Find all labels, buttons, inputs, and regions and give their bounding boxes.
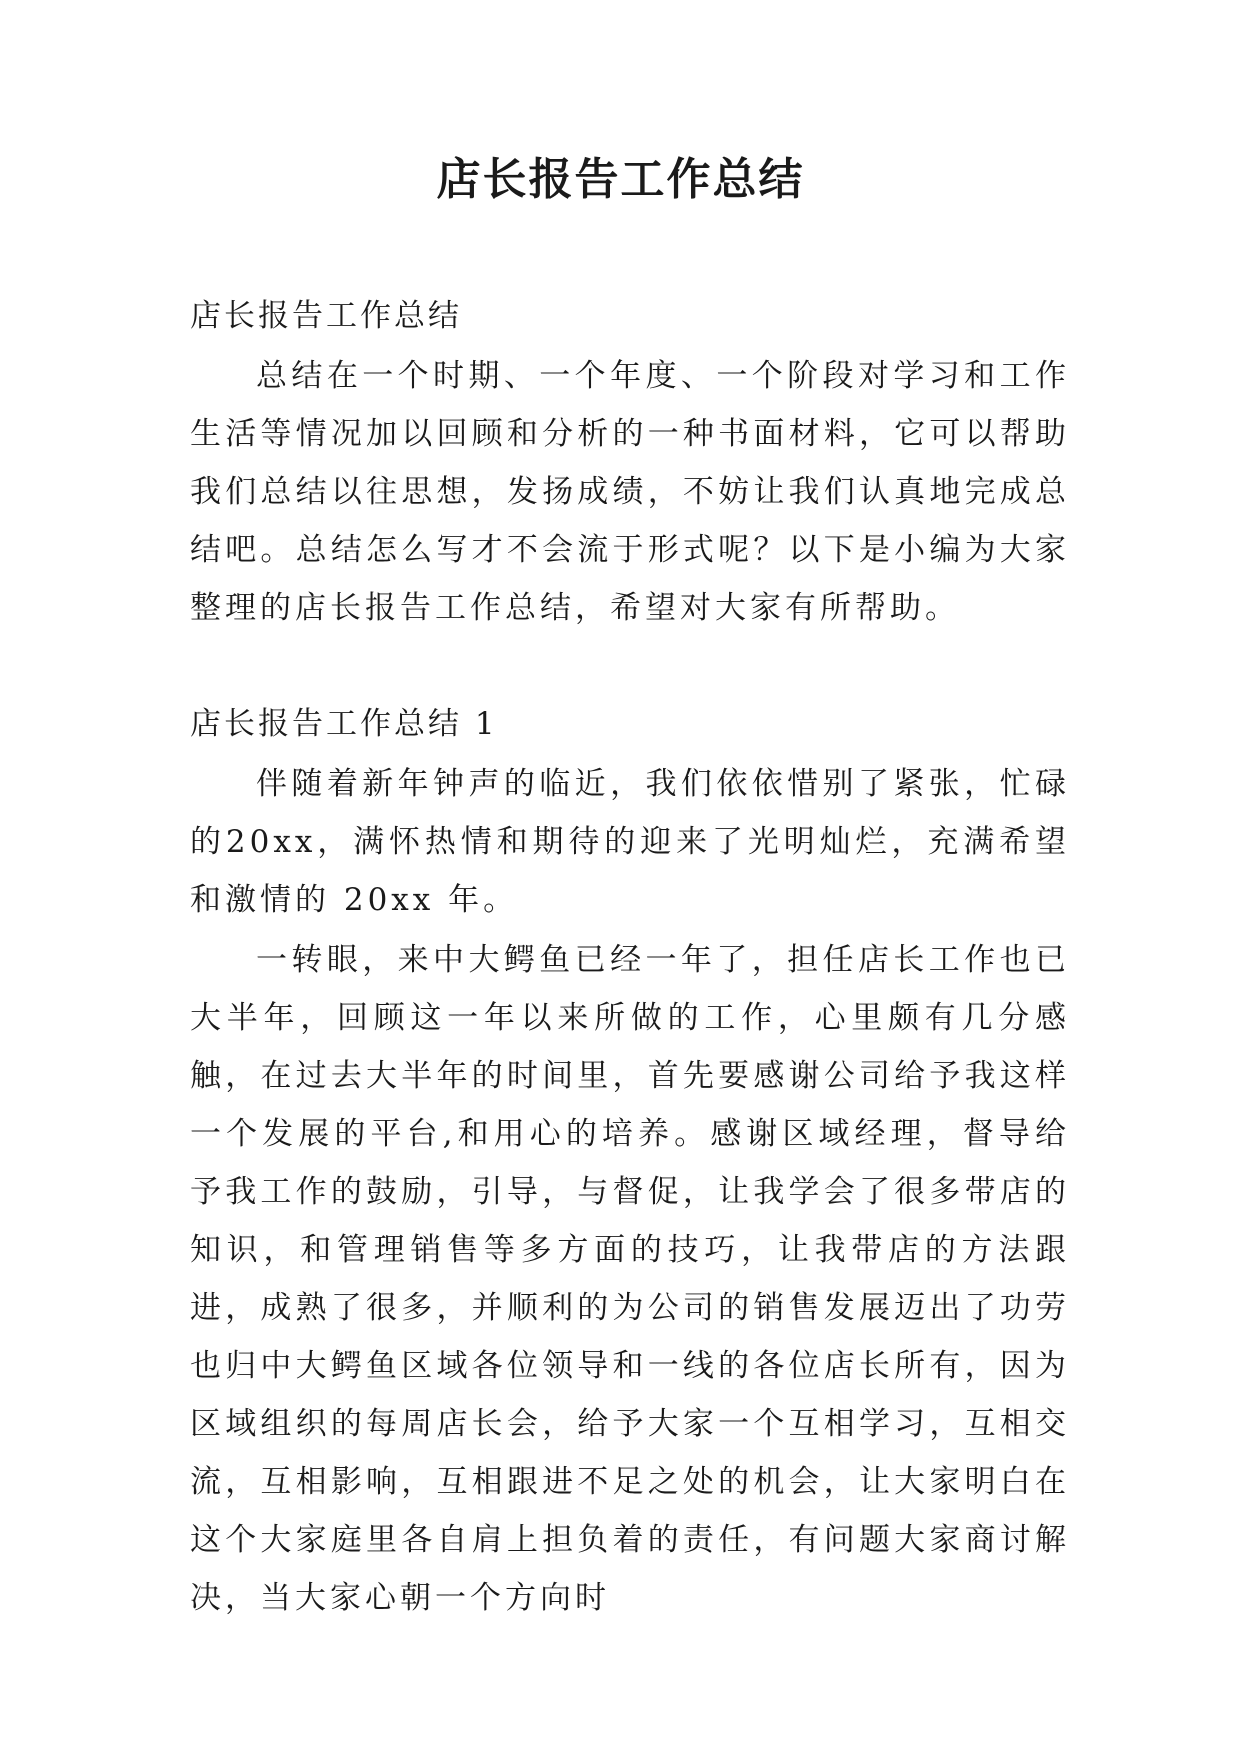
intro-heading: 店长报告工作总结 xyxy=(190,298,462,334)
document-body xyxy=(190,287,1070,1627)
intro-paragraph: 总结在一个时期、一个年度、一个阶段对学习和工作生活等情况加以回顾和分析的一种书面材料，它可以帮助我们总结以往思想，发扬成绩，不妨让我们认真地完成总结吧。总结怎么写才不会流于形式呢？以下是小编为大家整理的店长报告工作总结，希望对大家有所帮助。 xyxy=(190,358,1070,626)
section-1-paragraph-1: 伴随着新年钟声的临近，我们依依惜别了紧张，忙碌的20xx，满怀热情和期待的迎来了光明灿烂，充满希望和激情的 20xx 年。 xyxy=(190,766,1070,918)
section-1-heading: 店长报告工作总结 1 xyxy=(190,706,498,742)
document-title: 店长报告工作总结 xyxy=(436,154,805,205)
section-1-paragraph-2: 一转眼，来中大鳄鱼已经一年了，担任店长工作也已大半年，回顾这一年以来所做的工作，心里颇有几分感触，在过去大半年的时间里，首先要感谢公司给予我这样一个发展的平台,和用心的培养。感谢区域经理，督导给予我工作的鼓励，引导，与督促，让我学会了很多带店的知识，和管理销售等多方面的技巧，让我带店的方法跟进，成熟了很多，并顺利的为公司的销售发展迈出了功劳也归中大鳄鱼区域各位领导和一线的各位店长所有，因为区域组织的每周店长会，给予大家一个互相学习，互相交流，互相影响，互相跟进不足之处的机会，让大家明白在这个大家庭里各自肩上担负着的责任，有问题大家商讨解决，当大家心朝一个方向时 xyxy=(190,942,1070,1616)
